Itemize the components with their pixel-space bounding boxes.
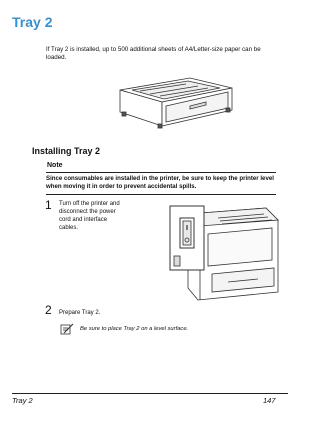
step-2-number: 2 xyxy=(45,303,52,317)
pencil-note-icon xyxy=(60,323,74,335)
tray-illustration xyxy=(110,72,240,136)
page-title: Tray 2 xyxy=(12,14,53,30)
footer-rule xyxy=(12,393,288,394)
printer-power-switch-illustration xyxy=(168,200,280,304)
step-2-text: Prepare Tray 2. xyxy=(59,310,101,316)
intro-paragraph: If Tray 2 is installed, up to 500 additional sheets of A4/Letter-size paper can be loaded. xyxy=(46,46,261,61)
step-1-text: Turn off the printer and disconnect the power cord and interface cables. xyxy=(59,201,120,231)
note-text: Since consumables are installed in the printer, be sure to keep the printer level when moving it in order to prevent accidental spills. xyxy=(46,175,274,190)
note-top-rule xyxy=(46,172,276,173)
note-label: Note xyxy=(47,162,63,169)
note-bottom-rule xyxy=(46,194,276,195)
page-number: 147 xyxy=(263,396,276,405)
section-heading: Installing Tray 2 xyxy=(32,146,101,156)
footer-section-title: Tray 2 xyxy=(12,396,33,405)
step-1-number: 1 xyxy=(45,198,52,212)
hint-text: Be sure to place Tray 2 on a level surface. xyxy=(80,326,189,332)
